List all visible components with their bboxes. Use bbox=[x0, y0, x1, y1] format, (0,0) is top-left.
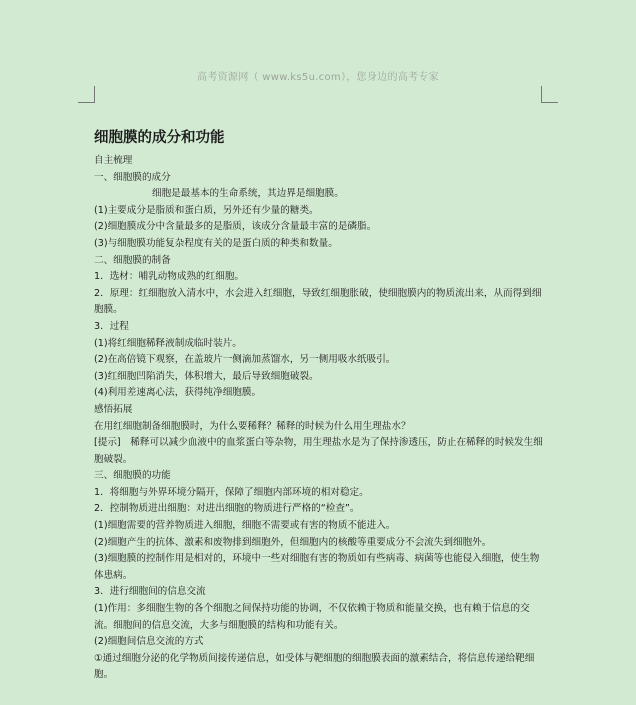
section-label: 自主梳理 bbox=[94, 155, 133, 166]
page-header: 高考资源网（ www.ks5u.com），您身边的高考专家 bbox=[197, 72, 439, 83]
text-paragraph: (3)细胞膜的控制作用是相对的，环境中一些对细胞有害的物质如有些病毒、病菌等也能侵入细胞，使生物体患病。 bbox=[94, 553, 540, 581]
text-line: 细胞是最基本的生命系统，其边界是细胞膜。 bbox=[152, 188, 344, 200]
text-line: 1．将细胞与外界环境分隔开，保障了细胞内部环境的相对稳定。 bbox=[94, 486, 369, 498]
text-line: 2．控制物质进出细胞：对进出细胞的物质进行严格的“检查”。 bbox=[94, 503, 360, 515]
section-heading: 三、细胞膜的功能 bbox=[94, 470, 171, 482]
text-paragraph: ①通过细胞分泌的化学物质间接传递信息，如受体与靶细胞的细胞膜表面的激素结合，将信息传递给靶细胞。 bbox=[94, 652, 535, 681]
text-line: (1)将红细胞稀释液制成临时装片。 bbox=[94, 337, 242, 349]
question-line: 在用红细胞制备细胞膜时，为什么要稀释？稀释的时候为什么用生理盐水？ bbox=[94, 420, 411, 432]
hint-paragraph: [提示] 稀释可以减少血液中的血浆蛋白等杂物，用生理盐水是为了保持渗透压，防止在稀释的时候发生细胞破裂。 bbox=[94, 437, 543, 465]
margin-corner-left bbox=[78, 86, 95, 103]
section-heading: 二、细胞膜的制备 bbox=[94, 254, 171, 266]
text-line: 1．选材：哺乳动物成熟的红细胞。 bbox=[94, 271, 245, 283]
margin-corner-right bbox=[541, 86, 558, 103]
section-label: 感悟拓展 bbox=[94, 403, 133, 415]
text-line: (2)细胞膜成分中含量最多的是脂质，该成分含量最丰富的是磷脂。 bbox=[94, 221, 377, 233]
document-body bbox=[94, 126, 544, 684]
text-line: (1)细胞需要的营养物质进入细胞，细胞不需要或有害的物质不能进入。 bbox=[94, 520, 396, 532]
text-line: (3)与细胞膜功能复杂程度有关的是蛋白质的种类和数量。 bbox=[94, 237, 338, 249]
text-paragraph: (1)作用：多细胞生物的各个细胞之间保持功能的协调，不仅依赖于物质和能量交换，也有赖于信息的交流。细胞间的信息交流，大多与细胞膜的结构和功能有关。 bbox=[94, 603, 530, 631]
text-paragraph: 2．原理：红细胞放入清水中，水会进入红细胞，导致红细胞胀破，使细胞膜内的物质流出来，从而得到细胞膜。 bbox=[94, 287, 542, 316]
text-line: (3)红细胞凹陷消失，体积增大，最后导致细胞破裂。 bbox=[94, 370, 319, 382]
text-line: (2)细胞间信息交流的方式 bbox=[94, 636, 204, 648]
text-line: 3．过程 bbox=[94, 320, 129, 332]
text-paragraph: (2)细胞产生的抗体、激素和废物排到细胞外，但细胞内的核酸等重要成分不会流失到细胞外。 bbox=[94, 536, 492, 548]
document-title: 细胞膜的成分和功能 bbox=[94, 129, 225, 146]
text-line: (2)在高倍镜下观察，在盖玻片一侧滴加蒸馏水，另一侧用吸水纸吸引。 bbox=[94, 354, 396, 366]
section-heading: 一、细胞膜的成分 bbox=[94, 171, 171, 183]
text-line: (4)利用差速离心法，获得纯净细胞膜。 bbox=[94, 387, 262, 399]
text-line: (1)主要成分是脂质和蛋白质，另外还有少量的糖类。 bbox=[94, 204, 319, 216]
text-line: 3．进行细胞间的信息交流 bbox=[94, 586, 206, 598]
